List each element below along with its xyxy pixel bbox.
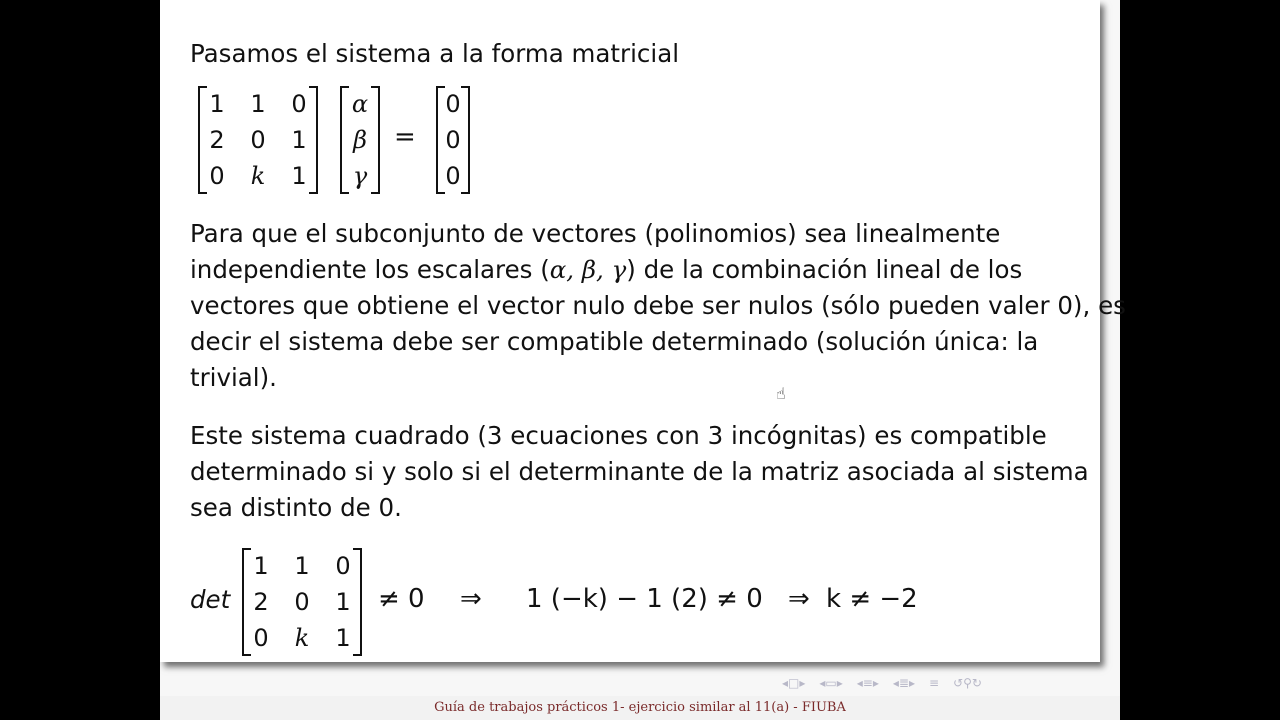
determinant-matrix — [242, 548, 362, 656]
matrix-cell: 2 — [253, 588, 269, 616]
matrix-cell: k — [294, 624, 310, 652]
vector-cell: β — [353, 126, 367, 154]
slide-page — [160, 0, 1126, 720]
matrix-cell: k — [250, 162, 266, 190]
vector-cell: γ — [352, 162, 368, 190]
matrix-cell: 0 — [291, 90, 307, 118]
matrix-cell: 1 — [250, 90, 266, 118]
equals-sign: = — [394, 122, 416, 152]
scalar-variables: α, β, γ — [549, 255, 627, 284]
determinant-expression: 1 (−k) − 1 (2) ≠ 0 — [526, 584, 763, 614]
paragraph-2-line-1: Este sistema cuadrado (3 ecuaciones con 3 incógnitas) es compatible — [190, 421, 1047, 450]
matrix-cell: 1 — [335, 624, 351, 652]
vector-cell: α — [351, 90, 369, 118]
matrix-cell: 0 — [250, 126, 266, 154]
matrix-cell: 0 — [294, 588, 310, 616]
matrix-cell: 0 — [253, 624, 269, 652]
matrix-cell: 2 — [209, 126, 225, 154]
det-label: det — [190, 585, 231, 614]
nav-subsection-icon[interactable]: ◂▭▸ — [819, 676, 843, 690]
implies-arrow-1: ⇒ — [460, 584, 482, 614]
vector-cell: 0 — [445, 162, 461, 190]
paragraph-1-line-3: vectores que obtiene el vector nulo debe ser nulos (sólo pueden valer 0), es — [190, 291, 1126, 320]
paragraph-text: ) de la combinación lineal de los — [626, 255, 1023, 284]
implies-arrow-2: ⇒ — [788, 584, 810, 614]
hand-cursor-icon: ☝ — [776, 384, 786, 403]
matrix-cell: 0 — [335, 552, 351, 580]
paragraph-1-line-4: decir el sistema debe ser compatible determinado (solución única: la — [190, 327, 1039, 356]
nav-section-icon[interactable]: ◂≡▸ — [856, 676, 879, 690]
beamer-navigation-bar — [782, 674, 982, 692]
result-condition: k ≠ −2 — [826, 584, 918, 614]
matrix-cell: 1 — [294, 552, 310, 580]
paragraph-1-line-1: Para que el subconjunto de vectores (polinomios) sea linealmente — [190, 219, 1001, 248]
slide-footer: Guía de trabajos prácticos 1- ejercicio similar al 11(a) - FIUBA — [160, 696, 1120, 720]
paragraph-1-line-5: trivial). — [190, 363, 277, 392]
slide-heading: Pasamos el sistema a la forma matricial — [190, 39, 680, 68]
matrix-cell: 1 — [335, 588, 351, 616]
nav-appendix-icon[interactable]: ≡ — [929, 676, 940, 690]
slide-frame — [160, 0, 1126, 662]
nav-search-icon[interactable]: ↺⚲↻ — [953, 676, 982, 690]
variable-vector — [340, 86, 380, 194]
matrix-cell: 1 — [253, 552, 269, 580]
matrix-cell: 1 — [291, 126, 307, 154]
paragraph-1-line-2 — [190, 252, 1022, 288]
coefficient-matrix — [198, 86, 318, 194]
not-equal-zero: ≠ 0 — [378, 584, 425, 614]
paragraph-2-line-2: determinado si y solo si el determinante de la matriz asociada al sistema — [190, 457, 1089, 486]
paragraph-text: independiente los escalares ( — [190, 255, 550, 284]
vector-cell: 0 — [445, 126, 461, 154]
nav-prev-frame-icon[interactable]: ◂□▸ — [782, 676, 806, 690]
nav-toc-icon[interactable]: ◂≣▸ — [892, 676, 915, 690]
matrix-cell: 0 — [209, 162, 225, 190]
matrix-cell: 1 — [209, 90, 225, 118]
matrix-cell: 1 — [291, 162, 307, 190]
zero-vector — [436, 86, 470, 194]
vector-cell: 0 — [445, 90, 461, 118]
paragraph-2-line-3: sea distinto de 0. — [190, 493, 402, 522]
